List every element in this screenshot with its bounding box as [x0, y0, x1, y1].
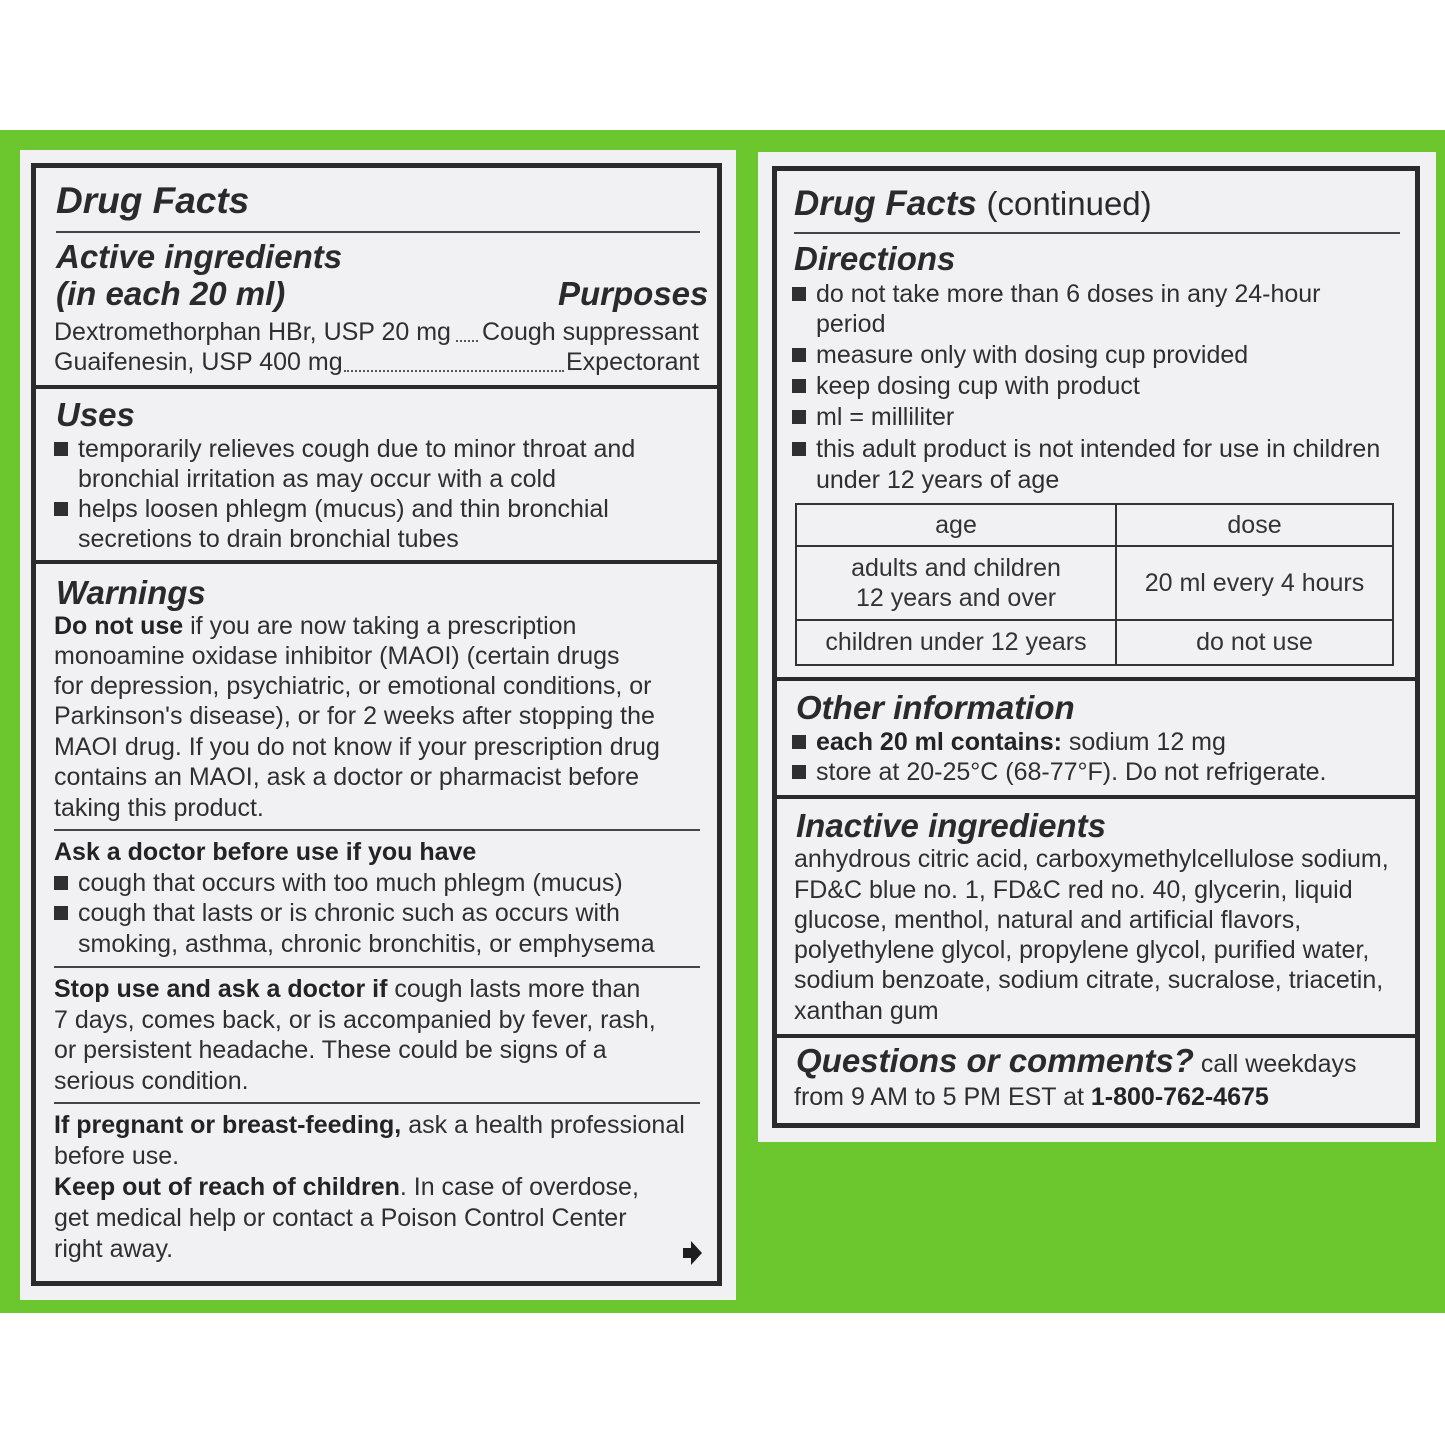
dosage-table [795, 503, 1394, 666]
do-not-use-text: Do not use if you are now taking a prescription [54, 612, 577, 640]
divider [56, 231, 700, 233]
direction-item: keep dosing cup with product [792, 371, 1140, 402]
dosage-table-header-dose: dose [1116, 504, 1393, 546]
warning-line: contains an MAOI, ask a doctor or pharmacist before [54, 763, 639, 791]
section-divider [36, 560, 717, 564]
warning-line: monoamine oxidase inhibitor (MAOI) (certain drugs [54, 642, 620, 670]
direction-item-cont: under 12 years of age [816, 466, 1060, 494]
questions-contact-line: from 9 AM to 5 PM EST at 1-800-762-4675 [794, 1083, 1269, 1111]
questions-line: Questions or comments? call weekdays [796, 1042, 1357, 1079]
keep-out-line: get medical help or contact a Poison Control Center [54, 1204, 627, 1232]
direction-item: this adult product is not intended for use in children [792, 434, 1380, 465]
warning-line: for depression, psychiatric, or emotional conditions, or [54, 672, 652, 700]
inactive-ingredients-line: xanthan gum [794, 997, 939, 1025]
direction-item: ml = milliliter [792, 402, 954, 433]
purposes-heading: Purposes [558, 275, 709, 312]
section-divider [777, 677, 1415, 681]
other-info-item: store at 20-25°C (68-77°F). Do not refrigerate. [792, 757, 1327, 788]
ingredient-purpose: Expectorant [566, 348, 700, 376]
square-bullet-icon [792, 379, 806, 393]
other-info-item: each 20 ml contains: sodium 12 mg [792, 727, 1226, 758]
use-item: helps loosen phlegm (mucus) and thin bronchial [54, 494, 609, 525]
dosage-table-header-age: age [796, 504, 1116, 546]
ingredient-name: Dextromethorphan HBr, USP 20 mg [54, 318, 451, 346]
dosage-table-age-cell: adults and children 12 years and over [796, 546, 1116, 620]
drug-facts-title: Drug Facts [56, 180, 250, 221]
square-bullet-icon [54, 502, 68, 516]
inactive-ingredients-heading: Inactive ingredients [796, 807, 1106, 844]
direction-item-cont: period [816, 310, 886, 338]
direction-item: do not take more than 6 doses in any 24-hour [792, 279, 1321, 310]
square-bullet-icon [792, 287, 806, 301]
stop-use-line: or persistent headache. These could be signs of a [54, 1036, 607, 1064]
ask-doctor-heading: Ask a doctor before use if you have [54, 838, 477, 866]
ask-doctor-item: cough that occurs with too much phlegm (mucus) [54, 868, 623, 899]
square-bullet-icon [792, 410, 806, 424]
divider [54, 829, 700, 831]
other-information-heading: Other information [796, 689, 1075, 726]
active-ingredients-heading: Active ingredients [56, 238, 343, 275]
ingredient-name: Guaifenesin, USP 400 mg [54, 348, 343, 376]
square-bullet-icon [792, 735, 806, 749]
dot-leader [456, 340, 478, 342]
arrow-right-icon [681, 1240, 703, 1266]
ingredient-purpose: Cough suppressant [482, 318, 699, 346]
square-bullet-icon [54, 906, 68, 920]
drug-facts-continued-title: Drug Facts (continued) [794, 184, 1152, 223]
warning-line: Parkinson's disease), or for 2 weeks after stopping the [54, 702, 655, 730]
pregnant-line: before use. [54, 1142, 180, 1170]
keep-out-text: Keep out of reach of children. In case of overdose, [54, 1173, 639, 1201]
inactive-ingredients-line: anhydrous citric acid, carboxymethylcellulose sodium, [794, 845, 1389, 873]
dosage-table-age-cell: children under 12 years [796, 620, 1116, 665]
square-bullet-icon [792, 348, 806, 362]
questions-heading: Questions or comments? [796, 1042, 1194, 1079]
active-ingredients-subheading: (in each 20 ml) [56, 275, 286, 312]
dot-leader [344, 370, 564, 372]
section-divider [777, 1034, 1415, 1038]
inactive-ingredients-line: sodium benzoate, sodium citrate, sucralose, triacetin, [794, 966, 1384, 994]
use-item-cont: secretions to drain bronchial tubes [78, 525, 459, 553]
warnings-heading: Warnings [56, 574, 206, 611]
warning-line: MAOI drug. If you do not know if your prescription drug [54, 733, 660, 761]
section-divider [36, 385, 717, 389]
divider [54, 966, 700, 968]
square-bullet-icon [792, 765, 806, 779]
ask-doctor-item: cough that lasts or is chronic such as occurs with [54, 898, 620, 929]
divider [54, 1102, 700, 1104]
divider [794, 232, 1400, 234]
dosage-table-dose-cell: do not use [1116, 620, 1393, 665]
square-bullet-icon [792, 442, 806, 456]
stop-use-line: 7 days, comes back, or is accompanied by fever, rash, [54, 1006, 656, 1034]
keep-out-line: right away. [54, 1235, 174, 1263]
inactive-ingredients-line: FD&C blue no. 1, FD&C red no. 40, glycerin, liquid [794, 876, 1353, 904]
use-item-cont: bronchial irritation as may occur with a cold [78, 465, 556, 493]
ask-doctor-item-cont: smoking, asthma, chronic bronchitis, or emphysema [78, 930, 655, 958]
inactive-ingredients-line: polyethylene glycol, propylene glycol, purified water, [794, 936, 1370, 964]
phone-number: 1-800-762-4675 [1090, 1083, 1269, 1111]
use-item: temporarily relieves cough due to minor throat and [54, 434, 635, 465]
warning-line: taking this product. [54, 794, 264, 822]
pregnant-text: If pregnant or breast-feeding, ask a health professional [54, 1111, 685, 1139]
stop-use-text: Stop use and ask a doctor if cough lasts more than [54, 975, 641, 1003]
square-bullet-icon [54, 876, 68, 890]
direction-item: measure only with dosing cup provided [792, 340, 1248, 371]
inactive-ingredients-line: glucose, menthol, natural and artificial flavors, [794, 906, 1302, 934]
section-divider [777, 795, 1415, 799]
uses-heading: Uses [56, 396, 135, 433]
square-bullet-icon [54, 442, 68, 456]
dosage-table-dose-cell: 20 ml every 4 hours [1116, 546, 1393, 620]
stop-use-line: serious condition. [54, 1067, 249, 1095]
directions-heading: Directions [794, 240, 956, 277]
